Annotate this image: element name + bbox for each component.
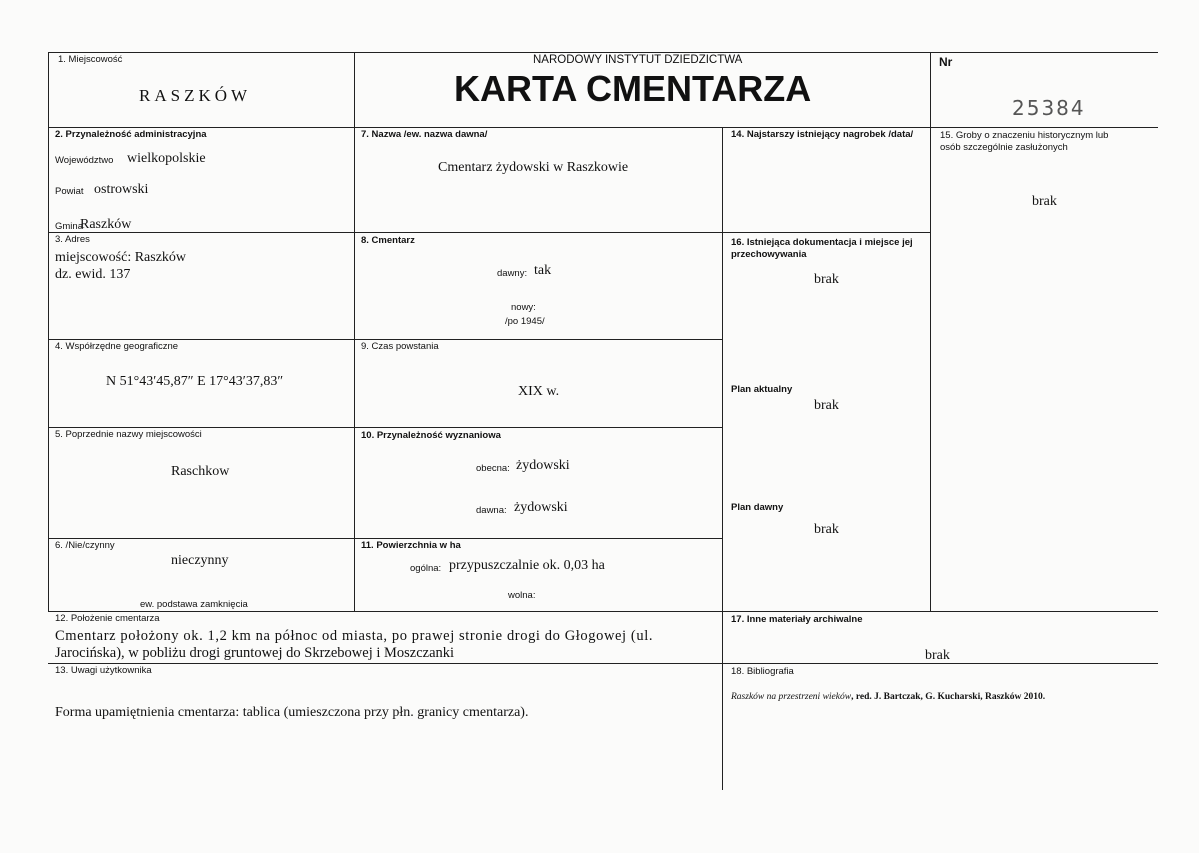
current-plan-label: Plan aktualny — [731, 384, 793, 395]
field-16-label-line-1: 16. Istniejąca dokumentacja i miejsce jej — [731, 237, 913, 248]
page-title: KARTA CMENTARZA — [454, 68, 812, 109]
field-18-label: 18. Bibliografia — [731, 666, 794, 677]
column-divider — [722, 127, 723, 790]
field-7-label: 7. Nazwa /ew. nazwa dawna/ — [361, 129, 488, 140]
county-value: ostrowski — [94, 182, 149, 197]
border-left — [48, 52, 49, 612]
field-13-label: 13. Uwagi użytkownika — [55, 665, 152, 676]
field-2-label: 2. Przynależność administracyjna — [55, 129, 207, 140]
field-15-label-line-1: 15. Groby o znaczeniu historycznym lub — [940, 130, 1109, 141]
locality-value: RASZKÓW — [139, 86, 252, 105]
county-label: Powiat — [55, 186, 84, 197]
archival-materials-value: brak — [925, 648, 950, 663]
field-16-label-line-2: przechowywania — [731, 249, 807, 260]
field-9-label: 9. Czas powstania — [361, 341, 439, 352]
field-14-label: 14. Najstarszy istniejący nagrobek /data/ — [731, 129, 914, 140]
former-denomination-label: dawna: — [476, 505, 507, 516]
row-divider — [48, 538, 722, 539]
former-plan-label: Plan dawny — [731, 502, 784, 513]
row-divider — [48, 339, 722, 340]
bibliography-title: Raszków na przestrzeni wieków — [731, 692, 852, 702]
old-cemetery-label: dawny: — [497, 268, 528, 279]
column-divider — [354, 52, 355, 612]
closure-basis-label: ew. podstawa zamknięcia — [140, 599, 248, 610]
commune-value: Raszków — [80, 217, 132, 232]
total-area-label: ogólna: — [410, 563, 442, 574]
nr-handwritten-value: 25384 — [1012, 96, 1086, 120]
voivodeship-label: Województwo — [55, 155, 114, 166]
field-12-label: 12. Położenie cmentarza — [55, 613, 160, 624]
row-divider — [48, 663, 1158, 664]
bibliography-details: , red. J. Bartczak, G. Kucharski, Raszków 2010. — [851, 692, 1046, 702]
cemetery-name-value: Cmentarz żydowski w Raszkowie — [438, 160, 629, 175]
commune-label: Gmina — [55, 221, 83, 232]
field-10-label: 10. Przynależność wyznaniowa — [361, 430, 501, 441]
free-area-label: wolna: — [508, 590, 536, 601]
row-divider — [48, 611, 1158, 612]
row-divider — [48, 427, 722, 428]
address-line-1: miejscowość: Raszków — [55, 250, 187, 265]
founding-time-value: XIX w. — [518, 384, 560, 399]
former-names-value: Raschkow — [171, 464, 230, 479]
row-divider — [48, 127, 1158, 128]
location-line-2: Jarocińska), w pobliżu drogi gruntowej do Skrzebowej i Moszczanki — [55, 645, 455, 661]
column-divider — [930, 52, 931, 612]
field-17-label: 17. Inne materiały archiwalne — [731, 614, 863, 625]
documentation-value: brak — [814, 272, 839, 287]
user-remarks-value: Forma upamiętnienia cmentarza: tablica (umieszczona przy płn. granicy cmentarza). — [55, 705, 529, 720]
former-plan-value: brak — [814, 522, 839, 537]
field-8-label: 8. Cmentarz — [361, 235, 415, 246]
new-cemetery-label: nowy: — [511, 302, 536, 313]
old-cemetery-value: tak — [534, 263, 552, 278]
total-area-value: przypuszczalnie ok. 0,03 ha — [449, 558, 605, 573]
location-line-1: Cmentarz położony ok. 1,2 km na północ od miasta, po prawej stronie drogi do Głogowej (ul. — [55, 628, 654, 644]
historic-graves-value: brak — [1032, 194, 1057, 209]
active-status-value: nieczynny — [171, 553, 229, 568]
row-divider — [722, 232, 930, 233]
row-divider — [48, 232, 722, 233]
field-4-label: 4. Współrzędne geograficzne — [55, 341, 179, 352]
field-1-label: 1. Miejscowość — [58, 54, 123, 65]
field-3-label: 3. Adres — [55, 234, 90, 245]
field-6-label: 6. /Nie/czynny — [55, 540, 115, 551]
field-5-label: 5. Poprzednie nazwy miejscowości — [55, 429, 202, 440]
current-denomination-value: żydowski — [516, 458, 570, 473]
current-plan-value: brak — [814, 398, 839, 413]
border-top — [48, 52, 1158, 53]
field-11-label: 11. Powierzchnia w ha — [361, 540, 461, 551]
voivodeship-value: wielkopolskie — [127, 151, 206, 166]
current-denomination-label: obecna: — [476, 463, 510, 474]
field-15-label-line-2: osób szczególnie zasłużonych — [940, 142, 1068, 153]
nr-label: Nr — [939, 55, 953, 69]
bibliography-entry — [731, 692, 1045, 702]
address-line-2: dz. ewid. 137 — [55, 267, 131, 282]
coordinates-value: N 51°43′45,87″ E 17°43′37,83″ — [106, 374, 284, 389]
former-denomination-value: żydowski — [514, 500, 568, 515]
institute-name: NARODOWY INSTYTUT DZIEDZICTWA — [533, 54, 743, 66]
new-cemetery-period: /po 1945/ — [505, 316, 545, 327]
